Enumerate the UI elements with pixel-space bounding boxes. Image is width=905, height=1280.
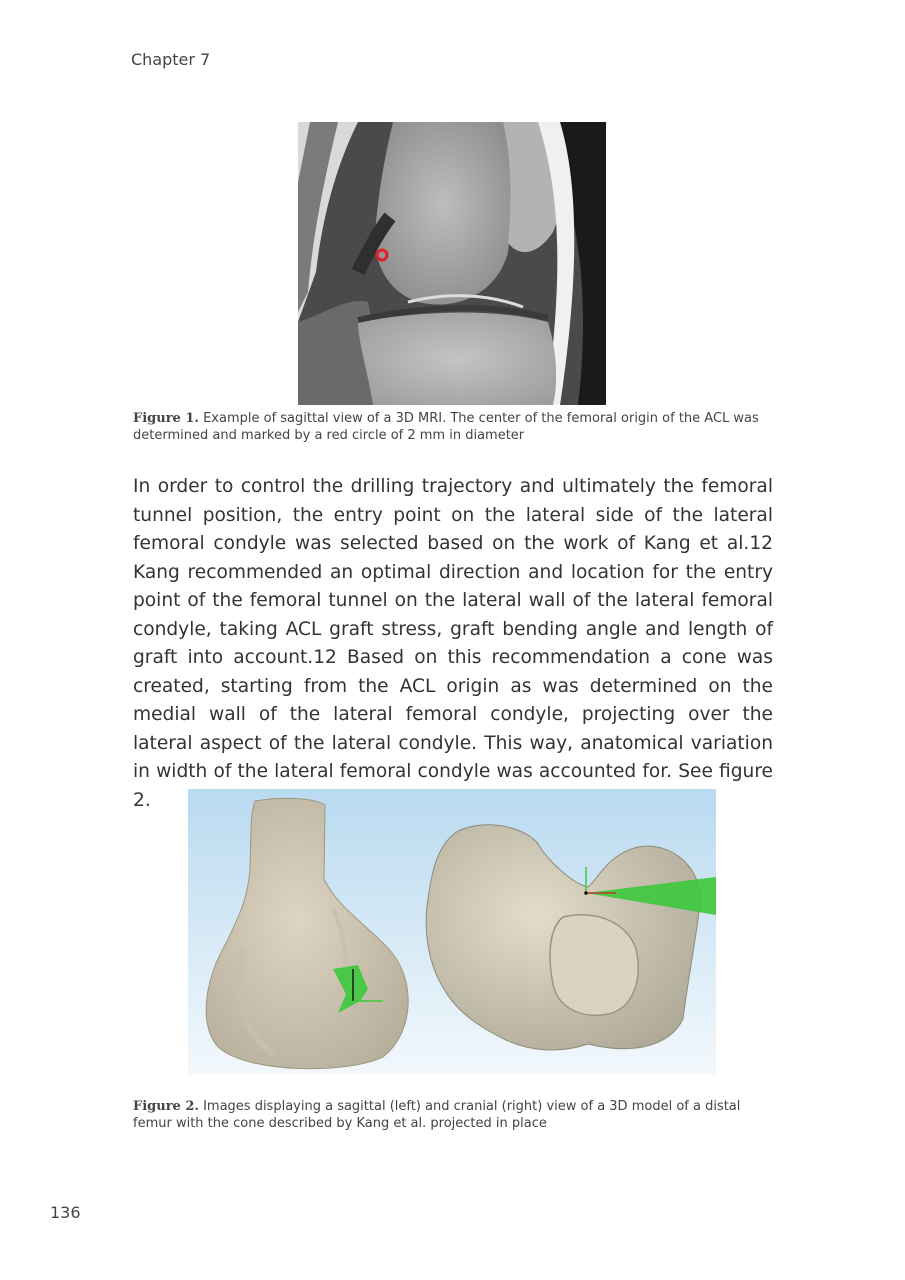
femur-illustration [188,789,716,1074]
page-number: 136 [50,1203,81,1222]
figure1-label: Figure 1. [133,411,199,426]
mri-sagittal-image [298,122,606,405]
body-paragraph: In order to control the drilling trajectory and ultimately the femoral tunnel position, the entry point on the lateral side of the lateral femoral condyle was selected based on the work of Kang et al.12 Kang recommended an optimal direction and location for the entry point of the femoral tunnel on the lateral wall of the lateral femoral condyle, taking ACL graft stress, graft bending angle and length of graft into account.12 Based on this recommendation a cone was created, starting from the ACL origin as was determined on the medial wall of the lateral femoral condyle, projecting over the lateral aspect of the lateral condyle. This way, anatomical variation in width of the lateral femoral condyle was accounted for. See figure 2. [133,476,773,811]
mri-illustration [298,122,606,405]
chapter-header: Chapter 7 [131,50,211,69]
figure2-caption-text: Images displaying a sagittal (left) and cranial (right) view of a 3D model of a distal femur with the cone described by Kang et al. projected in place [133,1099,741,1131]
femur-3d-model-image [188,789,716,1074]
figure1-caption [133,410,773,444]
figure2-label: Figure 2. [133,1099,199,1114]
figure1-caption-text: Example of sagittal view of a 3D MRI. The center of the femoral origin of the ACL was determined and marked by a red circle of 2 mm in diameter [133,411,759,443]
figure2-caption [133,1098,773,1132]
